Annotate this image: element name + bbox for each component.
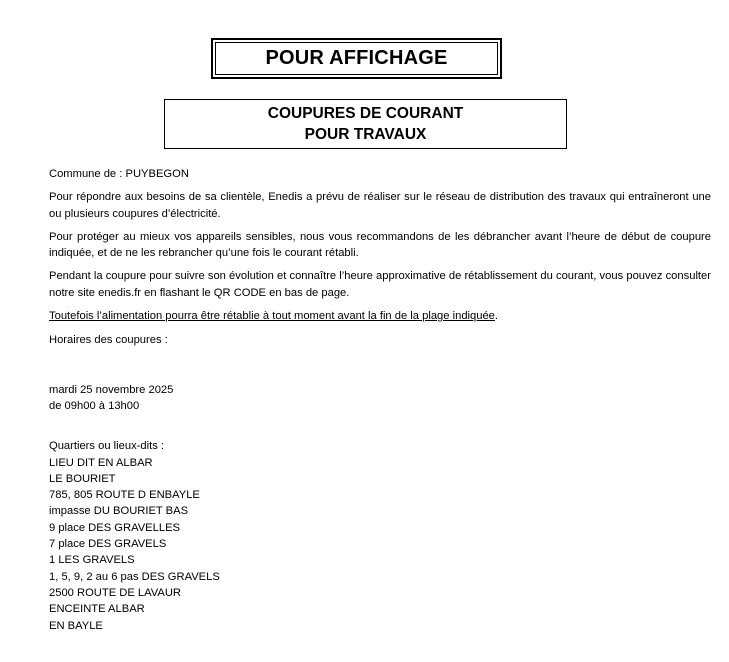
location-item: ENCEINTE ALBAR	[49, 603, 145, 616]
location-item: impasse DU BOURIET BAS	[49, 505, 189, 518]
location-item: 1, 5, 9, 2 au 6 pas DES GRAVELS	[49, 570, 220, 583]
notice-title-line-1: COUPURES DE COURANT	[267, 105, 464, 122]
notice-title-box	[164, 99, 567, 149]
location-item: EN BAYLE	[49, 619, 103, 632]
notice-title-line-2: POUR TRAVAUX	[304, 126, 427, 143]
outage-hours: de 09h00 à 13h00	[49, 399, 140, 412]
location-item: LE BOURIET	[49, 472, 116, 485]
location-item: 1 LES GRAVELS	[49, 554, 135, 567]
restoration-warning-text: Toutefois l’alimentation pourra être rétablie à tout moment avant la fin de la plage indiquée	[49, 310, 495, 323]
banner-title: POUR AFFICHAGE	[215, 42, 498, 75]
location-item: LIEU DIT EN ALBAR	[49, 456, 153, 469]
location-item: 7 place DES GRAVELS	[49, 538, 167, 551]
intro-paragraph: Pour répondre aux besoins de sa clientèle, Enedis a prévu de réaliser sur le réseau de distribution des travaux qui entraîneront une ou plusieurs coupures d’électricité.	[49, 191, 711, 220]
poster-banner	[211, 38, 502, 79]
location-item: 9 place DES GRAVELLES	[49, 521, 180, 534]
appliance-advice-paragraph: Pour protéger au mieux vos appareils sensibles, nous vous recommandons de les débrancher avant l’heure de début de coupure indiquée, et de ne les rebrancher qu’une fois le courant rétabli.	[49, 230, 711, 260]
location-item: 2500 ROUTE DE LAVAUR	[49, 586, 182, 599]
commune-line: Commune de : PUYBEGON	[49, 168, 189, 180]
restoration-warning	[49, 308, 711, 324]
locations-list	[49, 455, 711, 634]
location-item: 785, 805 ROUTE D ENBAYLE	[49, 489, 200, 502]
notice-body	[49, 166, 711, 634]
locations-label: Quartiers ou lieux-dits :	[49, 440, 165, 453]
restoration-warning-period: .	[494, 310, 499, 323]
schedule-label: Horaires des coupures :	[49, 334, 168, 347]
tracking-info-paragraph: Pendant la coupure pour suivre son évolution et connaître l’heure approximative de rétablissement du courant, vous pouvez consulter notre site enedis.fr en flashant le QR CODE en bas de page.	[49, 270, 711, 299]
outage-date: mardi 25 novembre 2025	[49, 383, 174, 396]
